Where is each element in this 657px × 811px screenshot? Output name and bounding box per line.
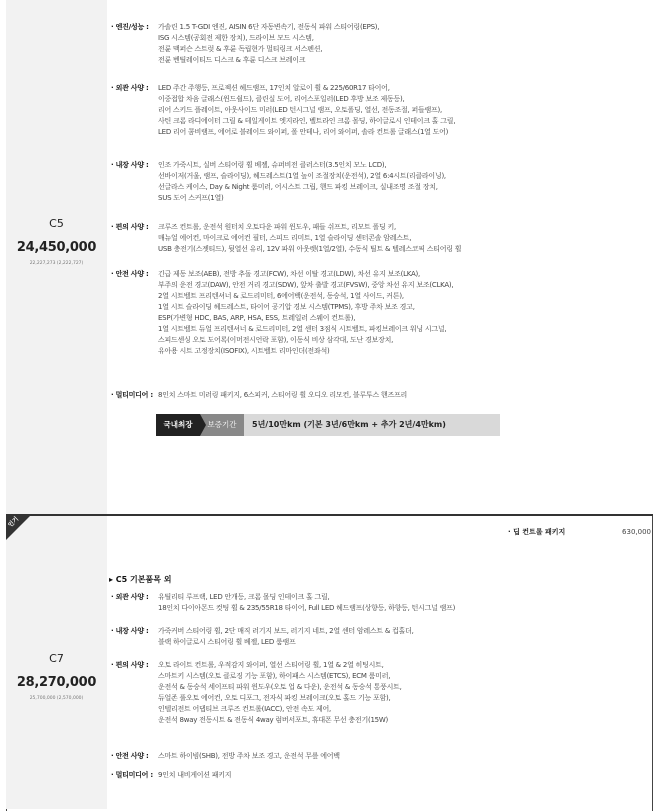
spec-text (158, 269, 453, 357)
spec-line: 오토 라이트 컨트롤, 우적감지 와이퍼, 열선 스티어링 휠, 1열 & 2열 히팅시트, (158, 661, 384, 669)
spec-line: LED 주간 주행등, 프로젝션 헤드램프, 17인치 알로이 휠 & 225/60R17 타이어, (158, 84, 390, 92)
spec-label: · 편의 사양 : (111, 223, 149, 231)
spec-line: SUS 도어 스커프(1열) (158, 194, 224, 202)
spec-text (158, 390, 407, 401)
warranty-tag-longest: 국내최장 (156, 414, 200, 436)
spec-line: 듀얼존 풀오토 에어컨, 오토 디포그, 전자식 파킹 브레이크(오토 홀드 기능 포함), (158, 694, 391, 702)
spec-label: · 멀티미디어 : (111, 771, 153, 779)
spec-line: 긴급 제동 보조(AEB), 전방 추돌 경고(FCW), 차선 이탈 경고(LDW), 차선 유지 보조(LKA), (158, 270, 420, 278)
spec-text (158, 751, 340, 762)
spec-line: 운전석 8way 전동시트 & 전동식 4way 럼버서포트, 휴대폰 무선 충전기(15W) (158, 716, 388, 724)
spec-line: 블랙 하이글로시 스티어링 휠 베젤, LED 룸램프 (158, 638, 296, 646)
spec-line: 부주의 운전 경고(DAW), 안전 거리 경고(SDW), 앞차 출발 경고(FVSW), 중앙 차선 유지 보조(CLKA), (158, 281, 454, 289)
trim-name: C5 (49, 217, 64, 230)
spec-line: ESP(가변형 HDC, BAS, ARP, HSA, ESS, 트레일러 스웨이 컨트롤), (158, 314, 356, 322)
spec-line: 스마트키 시스템(오토 클로징 기능 포함), 하이패스 시스템(ETCS), ECM 룸미러, (158, 672, 391, 680)
spec-line: 전륜 맥퍼슨 스트럿 & 후륜 독립현가 멀티링크 서스펜션, (158, 45, 323, 53)
spec-label: · 멀티미디어 : (111, 391, 153, 399)
spec-line: 가죽커버 스티어링 휠, 2단 매직 러기지 보드, 러기지 네트, 2열 센터 암레스트 & 컵홀더, (158, 627, 414, 635)
spec-line: 크루즈 컨트롤, 운전석 원터치 오토다운 파워 윈도우, 패들 쉬프트, 리모트 폴딩 키, (158, 223, 397, 231)
warranty-tag-period: 보증기간 (200, 414, 244, 436)
trim-price-breakdown: 22,227,273 (2,222,727) (29, 261, 84, 266)
spec-text (158, 626, 414, 648)
spec-label: · 외관 사양 : (111, 84, 149, 92)
spec-line: 유틸리티 루프랙, LED 안개등, 크롬 몰딩 인테이크 홀 그릴, (158, 593, 330, 601)
spec-line: 선바이저(거울, 램프, 슬라이딩), 헤드레스트(1열 높이 조절장치(운전석), 2열 6:4시트(리클라이닝), (158, 172, 446, 180)
spec-line: ISG 시스템(공회전 제한 장치), 드라이브 모드 시스템, (158, 34, 314, 42)
trim-price-breakdown: 25,700,000 (2,570,000) (29, 696, 84, 701)
spec-line: 선글라스 케이스, Day & Night 룸미러, 어시스트 그립, 핸드 파킹 브레이크, 실내조명 조절 장치, (158, 183, 438, 191)
spec-text (158, 592, 455, 614)
trim-column-c7 (6, 516, 107, 809)
spec-line: 전륜 벤틸레이티드 디스크 & 후륜 디스크 브레이크 (158, 56, 306, 64)
spec-text (158, 660, 402, 726)
spec-line: 운전석 & 동승석 세이프티 파워 윈도우(오토 업 & 다운), 운전석 & 동승석 통풍시트, (158, 683, 402, 691)
spec-line: 유아용 시트 고정장치(ISOFIX), 시트벨트 리마인더(전좌석) (158, 347, 330, 355)
spec-line: 인텔리전트 어댑티브 크루즈 컨트롤(IACC), 안전 속도 제어, (158, 705, 332, 713)
spec-line: 스마트 하이빔(SHB), 전방 주차 보조 경고, 운전석 무릎 에어백 (158, 752, 340, 760)
spec-text (158, 83, 455, 138)
spec-line: 18인치 다이아몬드 컷팅 휠 & 235/55R18 타이어, Full LED 헤드램프(상향등, 하향등, 턴시그널 램프) (158, 604, 456, 612)
spec-line: 사틴 크롬 라디에이터 그릴 & 테일게이트 엣지라인, 벨트라인 크롬 몰딩, 하이글로시 인테이크 홀 그릴, (158, 117, 456, 125)
spec-label: · 외관 사양 : (111, 593, 149, 601)
spec-line: LED 리어 콤비램프, 에어로 블레이드 와이퍼, 폴 안테나, 리어 와이퍼, 솔라 컨트롤 글래스(1열 도어) (158, 128, 449, 136)
spec-label: · 안전 사양 : (111, 270, 149, 278)
trim-column-c5 (6, 0, 107, 514)
spec-line: 1열 시트벨트 듀얼 프리텐셔너 & 로드리미터, 2열 센터 3점식 시트벨트, 파킹브레이크 워닝 시그널, (158, 325, 447, 333)
spec-label: · 편의 사양 : (111, 661, 149, 669)
spec-line: 리어 스키드 플레이트, 아웃사이드 미러(LED 턴시그널 램프, 오토폴딩, 열선, 전동조절, 퍼들램프), (158, 106, 442, 114)
spec-label: · 내장 사양 : (111, 161, 149, 169)
base-items-heading: ▸ C5 기본품목 외 (109, 575, 172, 584)
spec-line: 매뉴얼 에어컨, 마이크로 에어컨 필터, 스피드 리미트, 1열 슬라이딩 센터콘솔 암레스트, (158, 234, 412, 242)
option-price: 630,000 (622, 528, 651, 536)
spec-label: · 안전 사양 : (111, 752, 149, 760)
spec-line: 1열 시트 슬라이딩 헤드레스트, 타이어 공기압 경보 시스템(TPMS), 후방 주차 보조 경고, (158, 303, 415, 311)
spec-line: 스피드센싱 오토 도어록(이머전시언락 포함), 이동식 비상 삼각대, 도난 경보장치, (158, 336, 394, 344)
spec-text (158, 160, 446, 204)
option-name: · 딥 컨트롤 패키지 (508, 528, 566, 536)
warranty-text: 5년/10만km (기본 3년/6만km + 추가 2년/4만km) (252, 420, 446, 429)
spec-label: · 엔진/성능 : (111, 23, 149, 31)
spec-line: 2열 시트벨트 프리텐셔너 & 로드리미터, 6에어백(운전석, 동승석, 1열 사이드, 커튼), (158, 292, 404, 300)
warranty-banner (156, 414, 500, 436)
trim-name: C7 (49, 652, 64, 665)
trim-price: 28,270,000 (16, 675, 97, 690)
warranty-arrow-icon (200, 414, 206, 436)
spec-line: 가솔린 1.5 T-GDI 엔진, AISIN 6단 자동변속기, 전동식 파워 스티어링(EPS), (158, 23, 380, 31)
divider (652, 516, 653, 811)
spec-text (158, 22, 379, 66)
spec-line: USB 충전기(스젯티드), 뒷열선 유리, 12V 파워 아웃렛(1열/2열), 수동식 틸트 & 텔레스코픽 스티어링 휠 (158, 245, 462, 253)
popular-badge-label: 인기 (6, 515, 21, 529)
trim-price: 24,450,000 (16, 240, 97, 255)
spec-line: 이중접합 차음 글래스(윈드쉴드), 클린실 도어, 리어스포일러(LED 후방 보조 제동등), (158, 95, 405, 103)
spec-line: 인조 가죽시트, 실버 스티어링 휠 베젤, 슈퍼비전 클러스터(3.5인치 모노 LCD), (158, 161, 387, 169)
spec-line: 9인치 내비게이션 패키지 (158, 771, 232, 779)
spec-text (158, 222, 461, 255)
spec-line: 8인치 스마트 미러링 패키지, 6스피커, 스티어링 휠 오디오 리모컨, 블루투스 핸즈프리 (158, 391, 407, 399)
spec-label: · 내장 사양 : (111, 627, 149, 635)
spec-text (158, 770, 231, 781)
